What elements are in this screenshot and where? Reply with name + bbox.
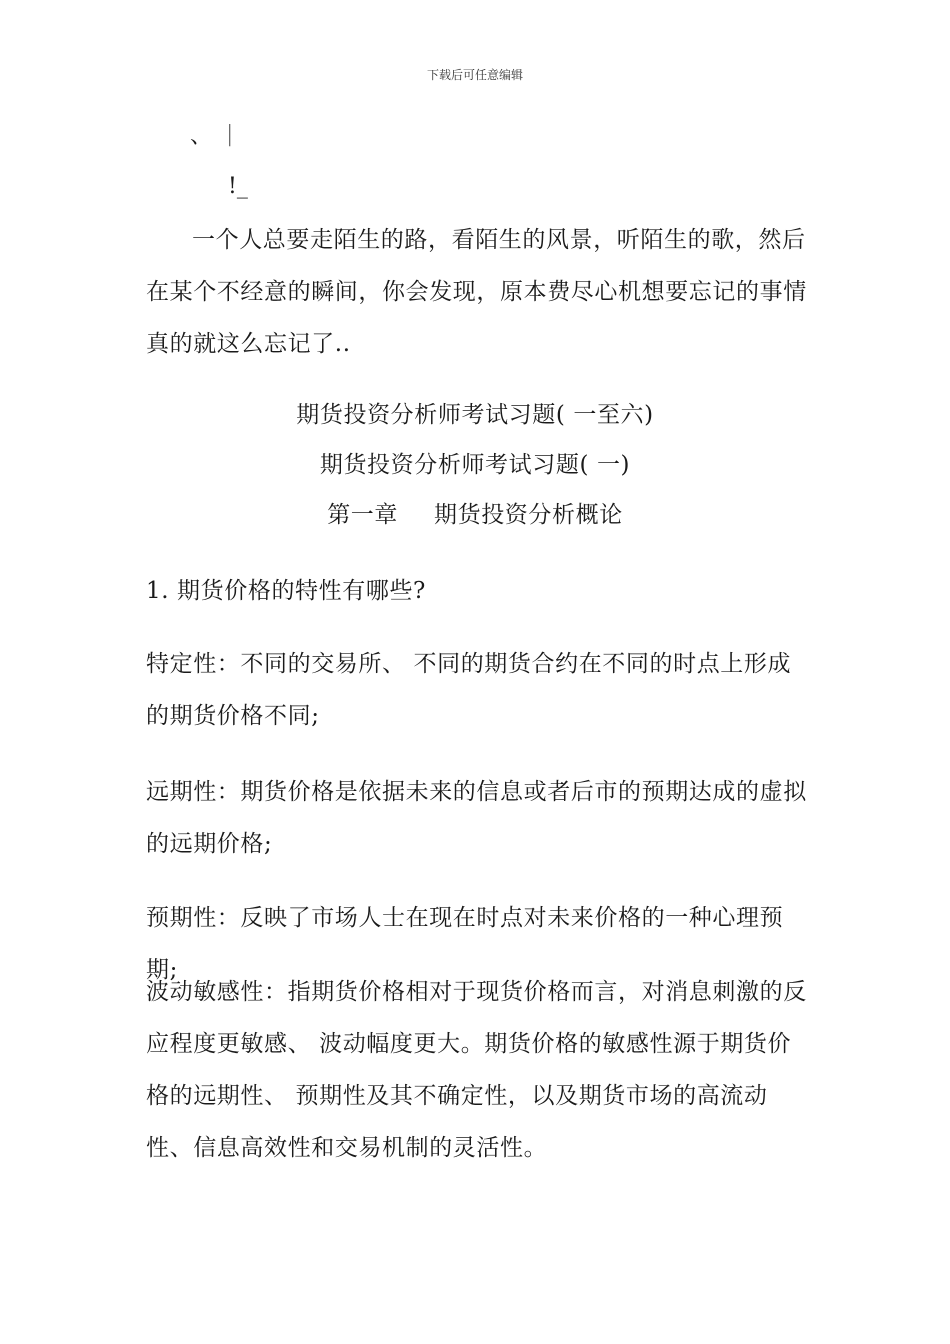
document-subtitle: 期货投资分析师考试习题( 一) bbox=[319, 452, 631, 478]
answer-specificity: 特定性：不同的交易所、 不同的期货合约在不同的时点上形成的期货价格不同; bbox=[146, 651, 792, 729]
question-1: 1. 期货价格的特性有哪些? bbox=[146, 578, 426, 604]
answer-expectation: 预期性：反映了市场人士在现在时点对未来价格的一种心理预期; bbox=[146, 905, 784, 983]
stray-mark-comma: 、 bbox=[190, 124, 213, 149]
answer-volatility: 波动敏感性：指期货价格相对于现货价格而言，对消息刺激的反应程度更敏感、 波动幅度更大。期货价格的敏感性源于期货价格的远期性、 预期性及其不确定性，以及期货市场的高流动性、信息高效性和交易机制的灵活性。 bbox=[146, 979, 807, 1161]
chapter-number: 第一章 bbox=[327, 502, 398, 528]
stray-mark-bar: | bbox=[226, 122, 234, 147]
document-title: 期货投资分析师考试习题( 一至六) bbox=[296, 402, 654, 428]
chapter-heading bbox=[0, 500, 950, 530]
stray-mark-excl: !_ bbox=[228, 174, 248, 199]
chapter-name: 期货投资分析概论 bbox=[434, 502, 623, 528]
answer-forwardness: 远期性：期货价格是依据未来的信息或者后市的预期达成的虚拟的远期价格; bbox=[146, 779, 807, 857]
download-note: 下载后可任意编辑 bbox=[426, 68, 523, 82]
intro-paragraph: 一个人总要走陌生的路，看陌生的风景，听陌生的歌，然后在某个不经意的瞬间，你会发现，原本费尽心机想要忘记的事情真的就这么忘记了.. bbox=[146, 227, 807, 357]
